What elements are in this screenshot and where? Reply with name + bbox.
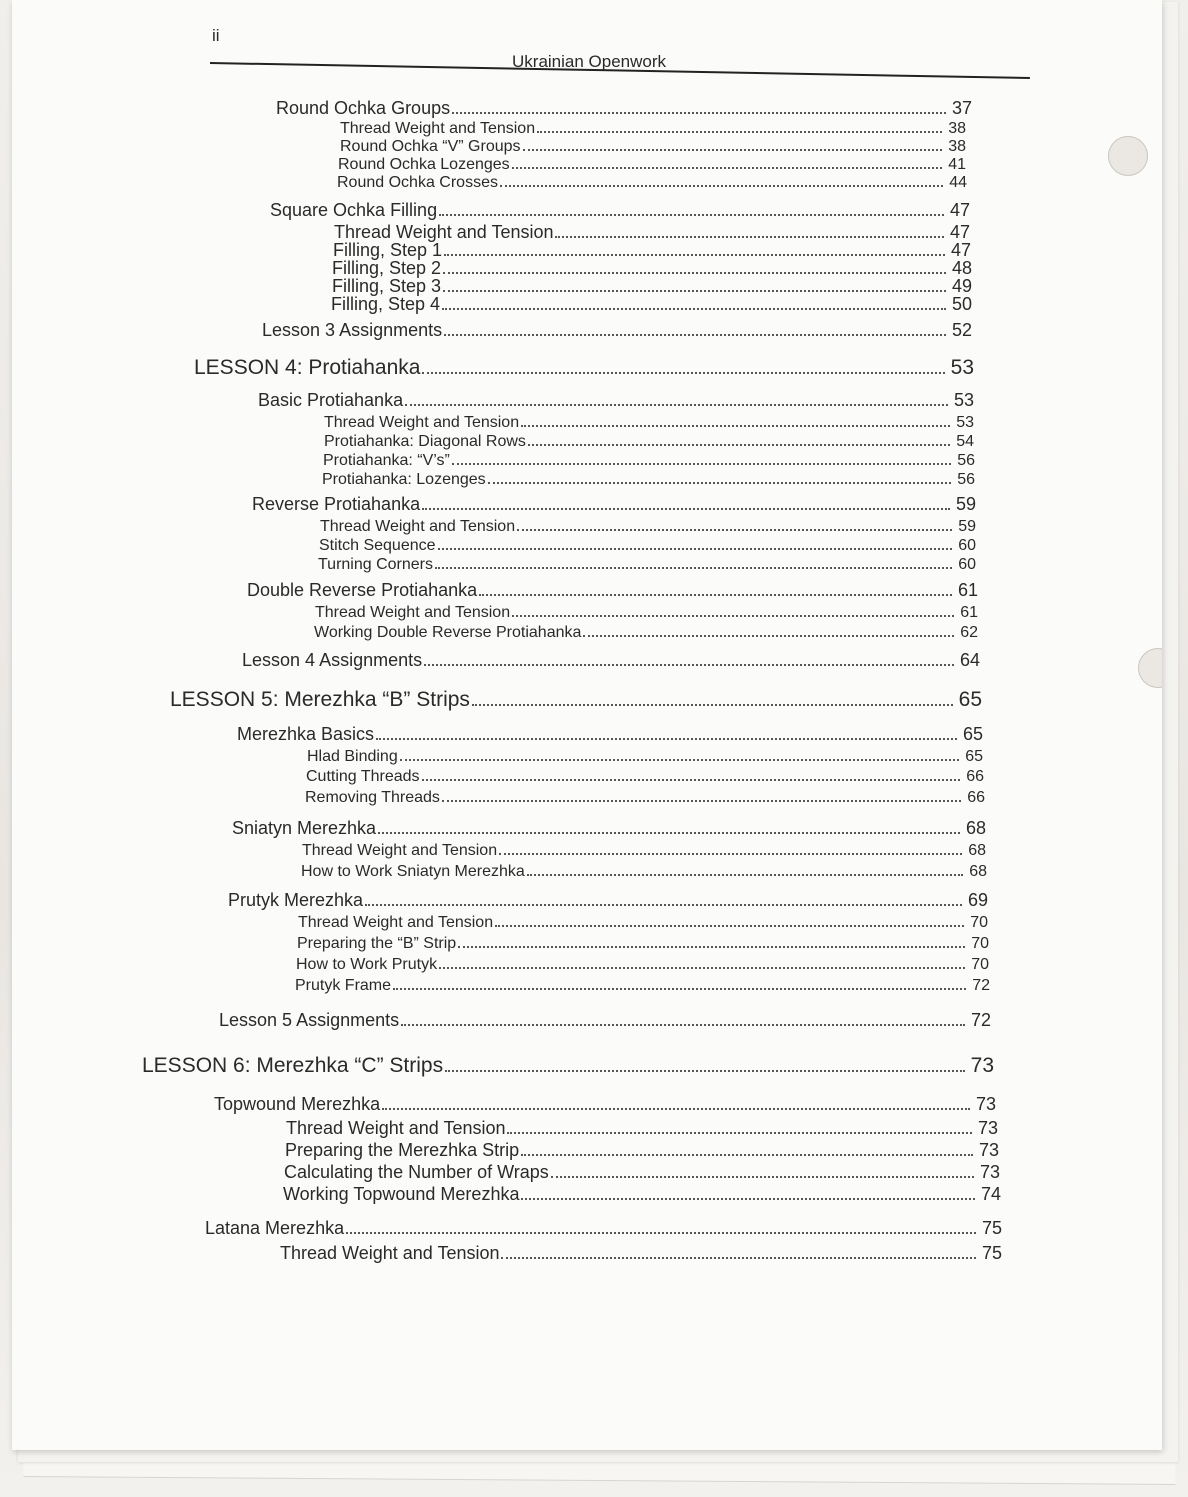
toc-entry-title: LESSON 4: Protiahanka	[194, 356, 421, 379]
running-title: Ukrainian Openwork	[512, 52, 667, 71]
toc-entry-page: 47	[950, 240, 971, 260]
toc-entry-title: Calculating the Number of Wraps	[284, 1162, 549, 1182]
toc-entry	[194, 356, 974, 380]
toc-entry-page: 56	[957, 452, 975, 469]
dot-leader	[405, 404, 948, 406]
dot-leader	[521, 1198, 975, 1200]
toc-entry-title: Lesson 5 Assignments	[219, 1010, 400, 1030]
toc-entry-page: 41	[948, 156, 966, 173]
toc-entry	[305, 789, 985, 807]
toc-entry-title: Filling, Step 1	[333, 240, 443, 260]
toc-entry-page: 38	[948, 138, 966, 155]
toc-entry-title: Thread Weight and Tension	[315, 604, 511, 621]
toc-entry	[324, 433, 974, 451]
dot-leader	[435, 567, 952, 569]
toc-entry	[340, 120, 966, 138]
toc-entry	[306, 768, 984, 786]
toc-entry	[331, 294, 972, 315]
toc-entry-page: 47	[949, 222, 970, 242]
toc-entry-title: Filling, Step 4	[331, 294, 441, 314]
dot-leader	[422, 372, 944, 374]
toc-entry-title: Protiahanka: Lozenges	[322, 471, 486, 488]
toc-entry-page: 70	[970, 914, 988, 931]
toc-entry-page: 61	[957, 580, 978, 600]
toc-entry-page: 54	[956, 433, 974, 450]
document-page	[12, 0, 1162, 1450]
toc-entry-page: 73	[978, 1140, 999, 1160]
toc-entry-title: Basic Protiahanka	[258, 390, 404, 410]
toc-entry-title: Thread Weight and Tension	[320, 518, 516, 535]
toc-entry-page: 37	[951, 98, 972, 118]
toc-entry-page: 50	[951, 294, 972, 314]
dot-leader	[551, 1176, 974, 1178]
page-number: ii	[212, 26, 220, 45]
dot-leader	[452, 463, 951, 465]
dot-leader	[537, 131, 942, 133]
toc-entry-title: Turning Corners	[318, 556, 434, 573]
toc-entry-title: Thread Weight and Tension	[280, 1243, 500, 1263]
toc-entry-title: Filling, Step 2	[332, 258, 442, 278]
toc-entry-page: 60	[958, 537, 976, 554]
toc-entry-title: Prutyk Frame	[295, 977, 392, 994]
toc-entry	[298, 914, 988, 932]
toc-entry	[302, 842, 986, 860]
toc-entry-page: 68	[965, 818, 986, 838]
dot-leader	[444, 254, 945, 256]
toc-entry	[205, 1218, 1002, 1239]
dot-leader	[439, 967, 965, 969]
toc-entry	[295, 977, 990, 995]
dot-leader	[393, 988, 966, 990]
dot-leader	[376, 738, 957, 740]
dot-leader	[442, 308, 946, 310]
toc-entry	[323, 452, 975, 470]
toc-entry	[276, 98, 972, 119]
dot-leader	[424, 664, 954, 666]
dot-leader	[443, 272, 946, 274]
dot-leader	[479, 594, 952, 596]
toc-entry-title: Cutting Threads	[306, 768, 420, 785]
dot-leader	[521, 1154, 973, 1156]
toc-entry	[237, 724, 983, 745]
toc-entry	[320, 518, 976, 536]
dot-leader	[400, 759, 959, 761]
toc-entry-page: 59	[955, 494, 976, 514]
dot-leader	[523, 149, 943, 151]
toc-entry-page: 74	[980, 1184, 1001, 1204]
toc-entry-title: Thread Weight and Tension	[286, 1118, 506, 1138]
toc-entry-page: 49	[951, 276, 972, 296]
toc-entry-title: Thread Weight and Tension	[302, 842, 498, 859]
toc-entry	[280, 1243, 1002, 1264]
toc-entry-page: 38	[948, 120, 966, 137]
toc-entry-title: Thread Weight and Tension	[298, 914, 494, 931]
toc-entry-title: Prutyk Merezhka	[228, 890, 364, 910]
dot-leader	[422, 779, 961, 781]
toc-entry	[170, 688, 982, 712]
toc-entry	[286, 1118, 998, 1139]
dot-leader	[452, 112, 946, 114]
toc-entry-title: How to Work Prutyk	[296, 956, 438, 973]
dot-leader	[495, 925, 964, 927]
dot-leader	[445, 1070, 965, 1072]
toc-entry-page: 72	[972, 977, 990, 994]
toc-entry-page: 75	[981, 1243, 1002, 1263]
toc-entry-title: Lesson 4 Assignments	[242, 650, 423, 670]
toc-entry-page: 73	[977, 1118, 998, 1138]
dot-leader	[378, 832, 960, 834]
toc-entry-page: 52	[951, 320, 972, 340]
toc-entry-title: Square Ochka Filling	[270, 200, 438, 220]
toc-entry-page: 65	[965, 748, 983, 765]
toc-entry-title: Sniatyn Merezhka	[232, 818, 377, 838]
dot-leader	[528, 444, 950, 446]
toc-entry-title: Stitch Sequence	[319, 537, 436, 554]
dot-leader	[439, 214, 944, 216]
toc-entry	[252, 494, 976, 515]
toc-entry-page: 70	[971, 956, 989, 973]
toc-entry	[324, 414, 974, 432]
toc-entry	[318, 556, 976, 574]
dot-leader	[512, 615, 954, 617]
toc-entry	[258, 390, 974, 411]
toc-entry-page: 53	[953, 390, 974, 410]
dot-leader	[346, 1232, 976, 1234]
toc-entry	[270, 200, 970, 221]
punch-hole-icon	[1138, 648, 1162, 688]
toc-entry	[285, 1140, 999, 1161]
dot-leader	[507, 1132, 971, 1134]
toc-entry-page: 56	[957, 471, 975, 488]
toc-entry	[283, 1184, 1001, 1205]
dot-leader	[382, 1108, 970, 1110]
dot-leader	[583, 635, 954, 637]
toc-entry-page: 73	[970, 1054, 994, 1077]
toc-entry-title: Round Ochka Groups	[276, 98, 451, 118]
toc-entry-page: 65	[958, 688, 982, 711]
toc-entry	[337, 174, 967, 192]
toc-entry-page: 69	[967, 890, 988, 910]
dot-leader	[444, 334, 946, 336]
toc-entry-title: Reverse Protiahanka	[252, 494, 421, 514]
toc-entry	[262, 320, 972, 341]
toc-entry	[340, 138, 966, 156]
dot-leader	[521, 425, 950, 427]
toc-entry	[284, 1162, 1000, 1183]
toc-entry-page: 48	[951, 258, 972, 278]
toc-entry-page: 62	[960, 624, 978, 641]
toc-entry-page: 44	[949, 174, 967, 191]
toc-entry-page: 65	[962, 724, 983, 744]
toc-entry-page: 68	[968, 842, 986, 859]
toc-entry-page: 64	[959, 650, 980, 670]
toc-entry-title: Protiahanka: “V’s”	[323, 452, 450, 469]
toc-entry	[228, 890, 988, 911]
toc-entry	[338, 156, 966, 174]
dot-leader	[401, 1024, 965, 1026]
toc-entry	[214, 1094, 996, 1115]
toc-entry	[301, 863, 987, 881]
toc-entry-title: Protiahanka: Diagonal Rows	[324, 433, 526, 450]
toc-entry-page: 72	[970, 1010, 991, 1030]
toc-entry-title: LESSON 5: Merezhka “B” Strips	[170, 688, 470, 711]
toc-entry-title: Lesson 3 Assignments	[262, 320, 443, 340]
dot-leader	[517, 529, 952, 531]
dot-leader	[555, 236, 943, 238]
toc-entry-page: 61	[960, 604, 978, 621]
toc-entry-title: Round Ochka Lozenges	[338, 156, 510, 173]
toc-entry	[219, 1010, 991, 1031]
toc-entry-title: Hlad Binding	[307, 748, 398, 765]
dot-leader	[443, 290, 946, 292]
dot-leader	[438, 548, 953, 550]
toc-entry	[242, 650, 980, 671]
toc-entry-title: Thread Weight and Tension	[324, 414, 520, 431]
dot-leader	[365, 904, 962, 906]
toc-entry-page: 59	[958, 518, 976, 535]
dot-leader	[500, 185, 943, 187]
punch-hole-icon	[1108, 136, 1148, 176]
toc-entry-title: Latana Merezhka	[205, 1218, 345, 1238]
toc-entry-title: Round Ochka “V” Groups	[340, 138, 521, 155]
toc-entry	[247, 580, 978, 601]
toc-entry-title: LESSON 6: Merezhka “C” Strips	[142, 1054, 444, 1077]
dot-leader	[501, 1257, 975, 1259]
toc-entry-title: Double Reverse Protiahanka	[247, 580, 478, 600]
toc-entry-title: Thread Weight and Tension	[340, 120, 536, 137]
toc-entry	[322, 471, 975, 489]
toc-entry-title: Thread Weight and Tension	[334, 222, 554, 242]
dot-leader	[499, 853, 962, 855]
toc-entry	[319, 537, 976, 555]
toc-entry-page: 53	[950, 356, 974, 379]
toc-entry-page: 66	[966, 768, 984, 785]
toc-entry	[315, 604, 978, 622]
toc-entry-page: 53	[956, 414, 974, 431]
dot-leader	[488, 482, 952, 484]
toc-entry-title: Round Ochka Crosses	[337, 174, 498, 191]
toc-entry	[296, 956, 989, 974]
toc-entry-page: 68	[969, 863, 987, 880]
toc-entry-page: 66	[967, 789, 985, 806]
dot-leader	[512, 167, 943, 169]
dot-leader	[442, 800, 961, 802]
toc-entry-page: 60	[958, 556, 976, 573]
dot-leader	[527, 874, 963, 876]
toc-entry	[314, 624, 978, 642]
toc-entry	[297, 935, 989, 953]
toc-entry	[232, 818, 986, 839]
toc-entry-page: 75	[981, 1218, 1002, 1238]
toc-entry-title: Filling, Step 3	[332, 276, 442, 296]
toc-entry-page: 70	[971, 935, 989, 952]
toc-entry-title: Working Topwound Merezhka	[283, 1184, 520, 1204]
toc-entry-title: Topwound Merezhka	[214, 1094, 381, 1114]
toc-entry-title: Working Double Reverse Protiahanka	[314, 624, 582, 641]
toc-entry-title: Removing Threads	[305, 789, 440, 806]
toc-entry-page: 47	[949, 200, 970, 220]
toc-entry-title: Merezhka Basics	[237, 724, 375, 744]
dot-leader	[458, 946, 965, 948]
toc-entry	[307, 748, 983, 766]
toc-entry	[142, 1054, 994, 1078]
dot-leader	[422, 508, 950, 510]
toc-entry-title: How to Work Sniatyn Merezhka	[301, 863, 525, 880]
toc-entry-page: 73	[975, 1094, 996, 1114]
toc-entry-title: Preparing the Merezhka Strip	[285, 1140, 520, 1160]
toc-entry-page: 73	[979, 1162, 1000, 1182]
toc-entry-title: Preparing the “B” Strip	[297, 935, 457, 952]
dot-leader	[472, 704, 953, 706]
